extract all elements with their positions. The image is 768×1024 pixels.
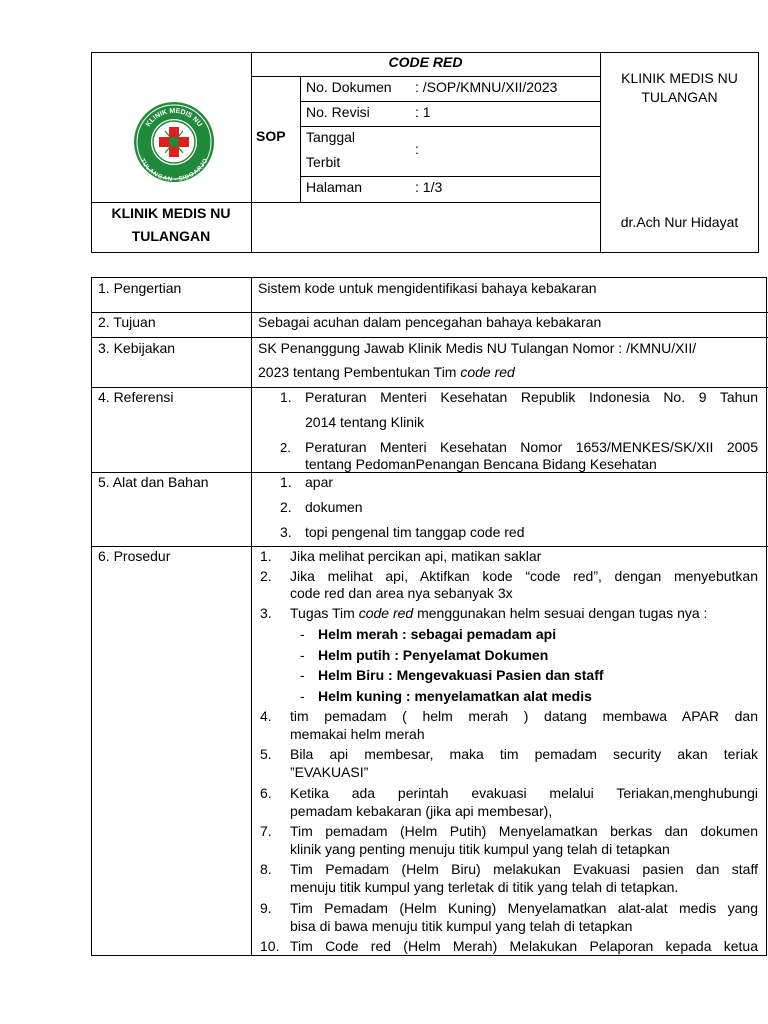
alat-item: topi pengenal tim tanggap code red [305, 524, 525, 540]
halaman-label: Halaman [306, 179, 363, 195]
list-number: 2. [280, 499, 292, 515]
revisi-label: No. Revisi [306, 104, 370, 120]
prosedur-step: Ketika ada perintah evakuasi melalui Teriakan,menghubungi [290, 785, 758, 801]
bullet-dash: - [300, 626, 305, 642]
alat-item: apar [305, 474, 334, 490]
list-number: 8. [260, 861, 272, 877]
list-number: 2. [280, 440, 291, 455]
list-number: 1. [260, 548, 272, 564]
pengertian-text: Sistem kode untuk mengidentifikasi bahaya kebakaran [258, 280, 597, 296]
referensi-item: tentang PedomanPenangan Bencana Bidang Kesehatan [305, 456, 657, 472]
org-name-left: TULANGAN [131, 228, 211, 244]
prosedur-step: klinik yang penting menuju titik kumpul yang telah di tetapkan [290, 841, 670, 857]
list-number: 1. [280, 474, 292, 490]
list-number: 5. [260, 746, 272, 762]
doc-no-value: : /SOP/KMNU/XII/2023 [415, 79, 558, 95]
section-label-kebijakan: 3. Kebijakan [98, 340, 176, 356]
kebijakan-text: 2023 tentang Pembentukan Tim code red [258, 364, 515, 380]
list-number: 4. [260, 708, 272, 724]
list-number: 6. [260, 785, 272, 801]
prosedur-step: Tim pemadam (Helm Putih) Menyelamatkan berkas dan dokumen [290, 823, 758, 839]
table-divider [91, 387, 768, 388]
helm-item: Helm putih : Penyelamat Dokumen [318, 647, 549, 663]
table-divider [91, 337, 768, 338]
tanggal-label: Tanggal [306, 129, 356, 145]
prosedur-step: bisa di bawa menuju titik kumpul yang telah di tetapkan [290, 918, 633, 934]
org-name-right: KLINIK MEDIS NU [621, 70, 738, 86]
prosedur-step: Tim Pemadam (Helm Biru) melakukan Evakuasi pasien dan staff [290, 861, 758, 877]
section-label-prosedur: 6. Prosedur [98, 548, 171, 564]
helm-item: Helm merah : sebagai pemadam api [318, 626, 557, 642]
table-divider [251, 277, 252, 956]
header-divider [300, 176, 600, 177]
list-number: 3. [260, 605, 272, 621]
section-label-tujuan: 2. Tujuan [98, 314, 156, 330]
revisi-value: : 1 [415, 104, 431, 120]
list-number: 3. [280, 524, 292, 540]
doc-no-label: No. Dokumen [306, 79, 392, 95]
kebijakan-text: SK Penanggung Jawab Klinik Medis NU Tulangan Nomor : /KMNU/XII/ [258, 340, 697, 356]
document-title: CODE RED [388, 54, 463, 70]
org-name-right: TULANGAN [641, 89, 718, 105]
table-divider [91, 546, 768, 547]
prosedur-step: pemadam kebakaran (jika api membesar), [290, 803, 553, 819]
referensi-item: Peraturan Menteri Kesehatan Republik Indonesia No. 9 Tahun [305, 389, 758, 405]
prosedur-step: Jika melihat percikan api, matikan saklar [290, 548, 542, 564]
tanggal-label: Terbit [306, 154, 341, 170]
helm-item: Helm kuning : menyelamatkan alat medis [318, 688, 592, 704]
bullet-dash: - [300, 667, 305, 683]
clinic-logo [133, 101, 215, 183]
prosedur-step: tim pemadam ( helm merah ) datang membawa APAR dan [290, 708, 758, 724]
sop-label: SOP [256, 128, 286, 144]
org-name-left: KLINIK MEDIS NU [111, 205, 231, 221]
prosedur-step: ”EVAKUASI” [290, 764, 369, 780]
prosedur-step: menuju titik kumpul yang terletak di titik yang telah di tetapkan. [290, 879, 679, 895]
header-divider [300, 76, 301, 202]
table-border [766, 277, 767, 956]
list-number: 9. [260, 900, 272, 916]
list-number: 7. [260, 823, 272, 839]
header-divider [300, 126, 600, 127]
header-divider [251, 52, 252, 253]
referensi-item: Peraturan Menteri Kesehatan Nomor 1653/MENKES/SK/XII 2005 [305, 439, 758, 455]
prosedur-step: Jika melihat api, Aktifkan kode “code red”, dengan menyebutkan [290, 568, 758, 584]
list-number: 10. [260, 938, 280, 954]
prosedur-step: code red dan area nya sebanyak 3x [290, 585, 513, 601]
list-number: 2. [260, 568, 272, 584]
prosedur-step: Tim Pemadam (Helm Kuning) Menyelamatkan alat-alat medis yang [290, 900, 758, 916]
section-label-pengertian: 1. Pengertian [98, 280, 182, 296]
signatory: dr.Ach Nur Hidayat [620, 214, 739, 230]
prosedur-step: Tugas Tim code red menggunakan helm sesuai dengan tugas nya : [290, 605, 708, 621]
header-divider [91, 202, 600, 203]
bullet-dash: - [300, 647, 305, 663]
alat-item: dokumen [305, 499, 363, 515]
section-label-alat: 5. Alat dan Bahan [98, 474, 209, 490]
referensi-item: 2014 tentang Klinik [305, 414, 425, 430]
header-divider [300, 101, 600, 102]
table-divider [91, 312, 768, 313]
header-divider [251, 76, 600, 77]
bullet-dash: - [300, 688, 305, 704]
svg-text:TULANGAN - SIDOARJO: TULANGAN - SIDOARJO [138, 157, 210, 183]
section-label-referensi: 4. Referensi [98, 389, 174, 405]
prosedur-step: Bila api membesar, maka tim pemadam security akan teriak [290, 746, 758, 762]
helm-item: Helm Biru : Mengevakuasi Pasien dan staff [318, 667, 604, 683]
list-number: 1. [280, 389, 292, 405]
prosedur-step: memakai helm merah [290, 726, 425, 742]
tujuan-text: Sebagai acuhan dalam pencegahan bahaya kebakaran [258, 314, 602, 330]
svg-text:KLINIK MEDIS NU: KLINIK MEDIS NU [145, 107, 203, 129]
tanggal-value: : [415, 141, 419, 157]
prosedur-step: Tim Code red (Helm Merah) Melakukan Pelaporan kepada ketua [290, 938, 758, 954]
halaman-value: : 1/3 [415, 179, 443, 195]
